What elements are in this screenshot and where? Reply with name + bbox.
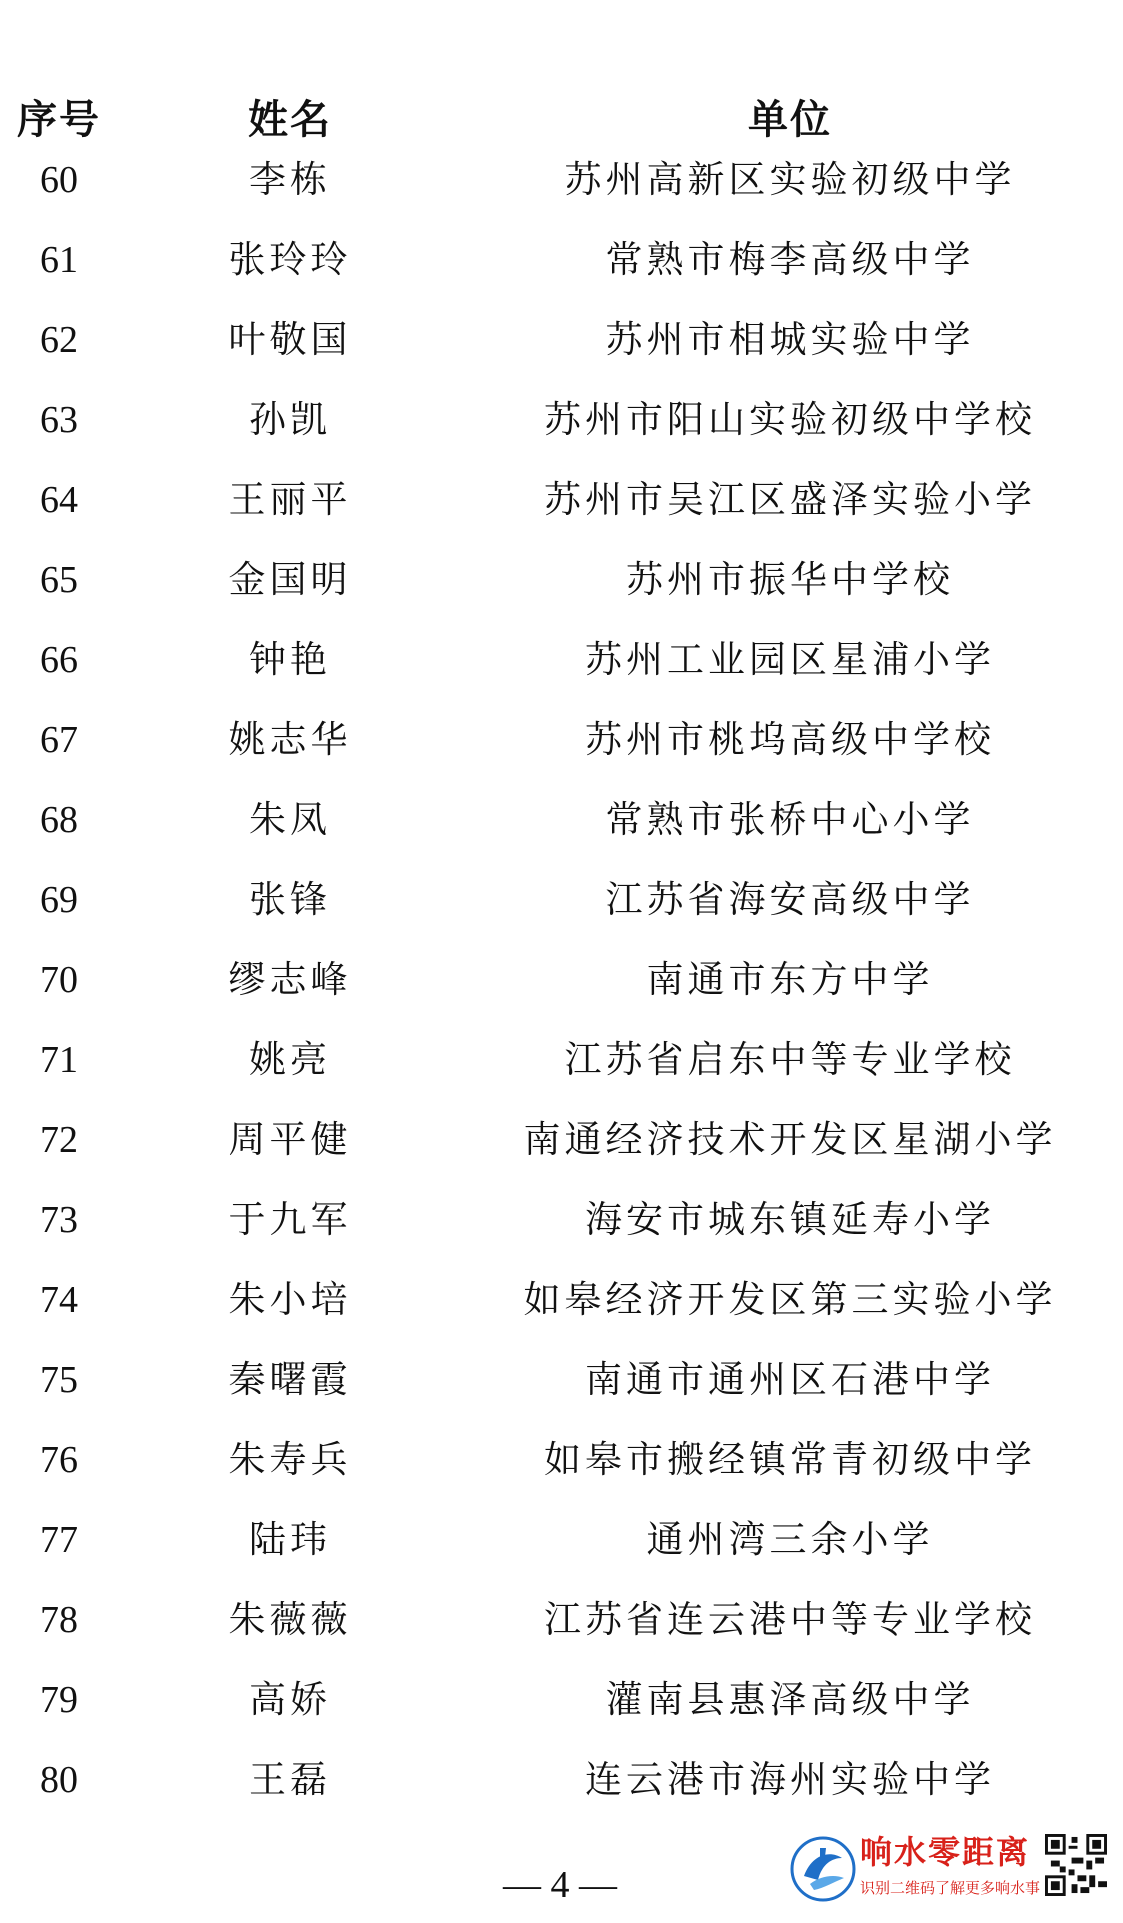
row-seq: 71 — [40, 1039, 78, 1081]
row-name: 高娇 — [249, 1678, 331, 1721]
row-name: 周平健 — [228, 1118, 352, 1161]
row-unit: 海安市城东镇延寿小学 — [585, 1198, 995, 1241]
row-unit: 苏州市吴江区盛泽实验小学 — [544, 478, 1036, 521]
row-name: 王磊 — [249, 1758, 331, 1801]
row-unit: 常熟市张桥中心小学 — [605, 798, 975, 841]
row-unit: 苏州工业园区星浦小学 — [585, 638, 995, 681]
table-row — [0, 630, 1123, 710]
row-name: 孙凯 — [249, 398, 331, 441]
row-unit: 江苏省海安高级中学 — [605, 878, 975, 921]
table-row — [0, 550, 1123, 630]
watermark-title: 响水零距离 — [860, 1833, 1031, 1871]
table-row — [0, 710, 1123, 790]
row-name: 姚亮 — [249, 1038, 331, 1081]
watermark — [790, 1830, 1110, 1916]
row-name: 秦曙霞 — [228, 1358, 352, 1401]
row-seq: 73 — [40, 1199, 78, 1241]
row-unit: 连云港市海州实验中学 — [585, 1758, 995, 1801]
table-row — [0, 1510, 1123, 1590]
table-row — [0, 1030, 1123, 1110]
row-seq: 80 — [40, 1759, 78, 1801]
row-unit: 灌南县惠泽高级中学 — [605, 1678, 975, 1721]
row-unit: 苏州市振华中学校 — [626, 558, 954, 601]
watermark-logo-icon — [790, 1836, 856, 1902]
table-row — [0, 310, 1123, 390]
row-unit: 江苏省启东中等专业学校 — [564, 1038, 1016, 1081]
row-name: 朱凤 — [249, 798, 331, 841]
row-seq: 74 — [40, 1279, 78, 1321]
row-unit: 如皋市搬经镇常青初级中学 — [544, 1438, 1036, 1481]
row-seq: 62 — [40, 319, 78, 361]
row-name: 朱小培 — [228, 1278, 352, 1321]
table-row — [0, 150, 1123, 230]
row-unit: 南通市通州区石港中学 — [585, 1358, 995, 1401]
header-seq: 序号 — [17, 97, 101, 143]
row-seq: 68 — [40, 799, 78, 841]
table-row — [0, 790, 1123, 870]
row-name: 朱寿兵 — [228, 1438, 352, 1481]
row-name: 张玲玲 — [228, 238, 352, 281]
table-row — [0, 1190, 1123, 1270]
table-header — [0, 90, 1123, 150]
row-unit: 苏州市阳山实验初级中学校 — [544, 398, 1036, 441]
qr-code-icon — [1045, 1834, 1107, 1896]
row-seq: 63 — [40, 399, 78, 441]
header-name: 姓名 — [248, 97, 332, 143]
table-row — [0, 1270, 1123, 1350]
row-seq: 66 — [40, 639, 78, 681]
row-name: 钟艳 — [249, 638, 331, 681]
row-unit: 江苏省连云港中等专业学校 — [544, 1598, 1036, 1641]
table-body — [0, 150, 1123, 1830]
row-unit: 南通市东方中学 — [646, 958, 934, 1001]
row-unit: 苏州市桃坞高级中学校 — [585, 718, 995, 761]
row-name: 王丽平 — [228, 478, 352, 521]
table-row — [0, 230, 1123, 310]
row-seq: 76 — [40, 1439, 78, 1481]
row-unit: 苏州市相城实验中学 — [605, 318, 975, 361]
table-row — [0, 1430, 1123, 1510]
row-name: 陆玮 — [249, 1518, 331, 1561]
row-seq: 61 — [40, 239, 78, 281]
row-unit: 如皋经济开发区第三实验小学 — [523, 1278, 1057, 1321]
row-name: 姚志华 — [228, 718, 352, 761]
row-name: 张锋 — [249, 878, 331, 921]
row-seq: 79 — [40, 1679, 78, 1721]
row-unit: 常熟市梅李高级中学 — [605, 238, 975, 281]
row-seq: 64 — [40, 479, 78, 521]
table-row — [0, 1670, 1123, 1750]
table-row — [0, 1110, 1123, 1190]
row-name: 缪志峰 — [228, 958, 352, 1001]
row-name: 叶敬国 — [228, 318, 352, 361]
roster-table — [0, 90, 1123, 1830]
row-seq: 78 — [40, 1599, 78, 1641]
row-seq: 77 — [40, 1519, 78, 1561]
row-seq: 70 — [40, 959, 78, 1001]
row-name: 朱薇薇 — [228, 1598, 352, 1641]
row-name: 李栋 — [249, 158, 331, 201]
row-seq: 67 — [40, 719, 78, 761]
table-row — [0, 1750, 1123, 1830]
table-row — [0, 470, 1123, 550]
row-seq: 69 — [40, 879, 78, 921]
row-seq: 72 — [40, 1119, 78, 1161]
page-number: — 4 — — [503, 1864, 617, 1906]
header-unit: 单位 — [748, 97, 832, 143]
table-row — [0, 1590, 1123, 1670]
row-name: 金国明 — [228, 558, 352, 601]
table-row — [0, 1350, 1123, 1430]
row-unit: 通州湾三余小学 — [646, 1518, 934, 1561]
row-unit: 苏州高新区实验初级中学 — [564, 158, 1016, 201]
row-unit: 南通经济技术开发区星湖小学 — [523, 1118, 1057, 1161]
table-row — [0, 950, 1123, 1030]
row-seq: 65 — [40, 559, 78, 601]
table-row — [0, 870, 1123, 950]
row-name: 于九军 — [228, 1198, 352, 1241]
table-row — [0, 390, 1123, 470]
watermark-subtitle: 识别二维码了解更多响水事 — [860, 1879, 1041, 1897]
row-seq: 60 — [40, 159, 78, 201]
row-seq: 75 — [40, 1359, 78, 1401]
